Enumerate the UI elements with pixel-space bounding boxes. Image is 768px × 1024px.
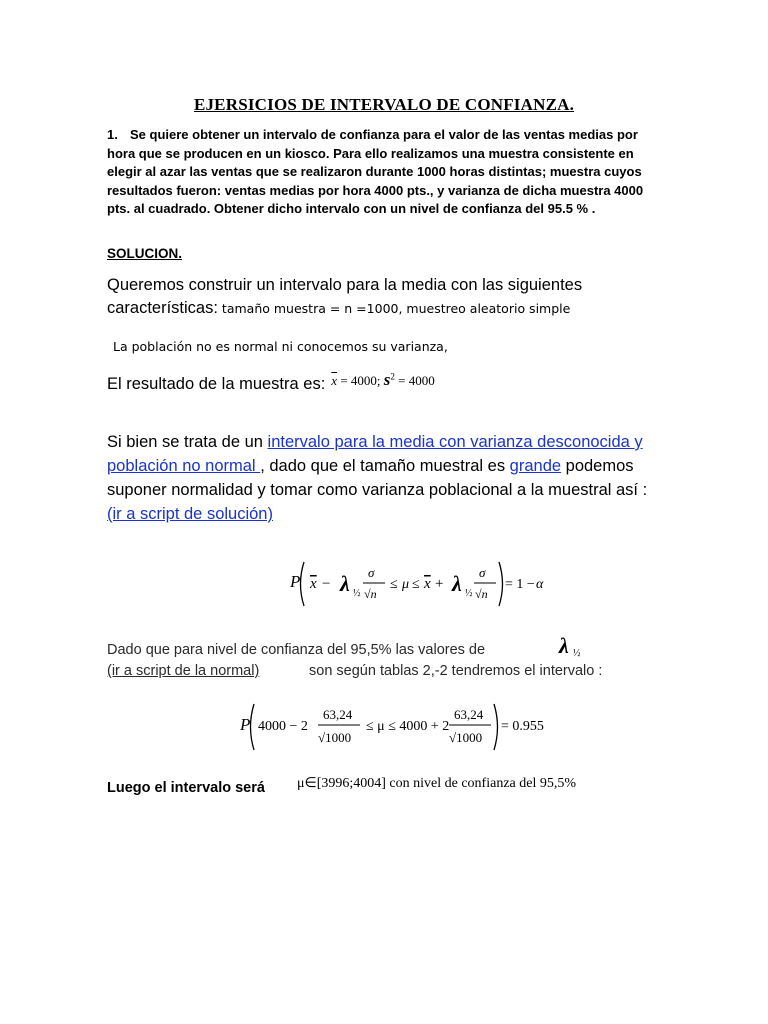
formula1-sqrt-n-2: √n	[475, 587, 488, 601]
formula1-mu: μ	[402, 577, 410, 592]
link-grande[interactable]: grande	[509, 457, 562, 475]
problem-statement	[107, 126, 667, 219]
sample-result	[107, 370, 435, 394]
formula2-P: P	[240, 715, 251, 734]
xbar-value: = 4000;	[340, 373, 381, 388]
formula1-right-paren	[499, 562, 503, 606]
formula1-equals: = 1 −	[505, 577, 535, 592]
s2-value: = 4000	[398, 373, 435, 388]
conclusion-formula: μ∈[3996;4004] con nivel de confianza del 95,5%	[297, 776, 577, 791]
solution-heading: SOLUCION.	[107, 246, 183, 261]
link-interval-mean[interactable]: intervalo para la media con varianza desconocida y población no normal	[107, 433, 643, 475]
lambda-half-symbol	[557, 630, 597, 660]
paragraph-text-2: , dado que el tamaño muestral es	[260, 457, 510, 475]
formula1-alpha: α	[536, 577, 544, 592]
lambda-subscript: ½	[573, 648, 581, 659]
link-solution-script[interactable]: (ir a script de solución)	[107, 505, 273, 523]
intro-line-2	[107, 299, 570, 318]
problem-text: Se quiere obtener un intervalo de confianza para el valor de las ventas medias por hora que se producen en un kiosco. Para ello realizamos una muestra consistente en elegir al azar las ventas que se realizaron durante 1000 horas distintas; muestra cuyos resultados fueron: ventas medias por hora 4000 pts., y varianza de dicha muestra 4000 pts. al cuadrado. Obtener dicho intervalo con un nivel de confianza del 95.5 % .	[107, 127, 644, 216]
formula2-middle: ≤ μ ≤ 4000 + 2	[366, 719, 450, 734]
formula1-le-1: ≤	[390, 577, 398, 592]
formula1-sqrt-n: √n	[364, 587, 377, 601]
formula1-lambda-sub: ½	[353, 588, 361, 599]
formula1-xbar-2: x	[424, 576, 431, 592]
formula-interval-general	[290, 556, 550, 612]
lambda-symbol: λ	[559, 633, 569, 658]
intro-sample-details: tamaño muestra = n =1000, muestreo aleatorio simple	[217, 301, 571, 316]
normal-values-text-1: Dado que para nivel de confianza del 95,5% las valores de	[107, 642, 486, 658]
formula2-num-2: 63,24	[454, 707, 484, 722]
s-symbol: s	[383, 370, 391, 389]
formula1-sigma-2: σ	[479, 565, 486, 580]
formula2-right-paren	[494, 704, 498, 750]
formula-interval-numeric	[240, 700, 560, 756]
link-normal-script[interactable]: (ir a script de la normal)	[107, 663, 260, 679]
formula2-num-1: 63,24	[323, 707, 353, 722]
intro-characteristics: características:	[107, 299, 218, 317]
formula2-left-paren	[251, 704, 255, 750]
xbar-symbol: $\overline{x}$	[331, 373, 338, 388]
problem-number: 1.	[107, 127, 118, 142]
sample-result-formula	[331, 370, 435, 389]
formula1-minus: −	[322, 576, 331, 592]
conclusion-label: Luego el intervalo será	[107, 780, 265, 796]
formula1-left-paren	[301, 562, 305, 606]
formula1-plus: +	[435, 576, 444, 592]
formula2-left: 4000 − 2	[258, 719, 308, 734]
formula2-den-2: √1000	[449, 730, 483, 745]
formula1-lambda-2: λ	[452, 571, 462, 596]
paragraph-text-3: podemos suponer normalidad y tomar como varianza poblacional a la muestral así :	[107, 457, 648, 499]
formula2-right: = 0.955	[501, 719, 544, 734]
population-note: La población no es normal ni conocemos su varianza,	[113, 339, 448, 354]
normal-values-text-2: son según tablas 2,-2 tendremos el intervalo :	[309, 663, 603, 679]
sample-result-label: El resultado de la muestra es:	[107, 375, 326, 393]
page-title: EJERSICIOS DE INTERVALO DE CONFIANZA.	[193, 95, 575, 114]
formula1-sigma: σ	[368, 565, 375, 580]
intro-line-1: Queremos construir un intervalo para la media con las siguientes	[107, 276, 583, 294]
formula1-le-2: ≤	[412, 577, 420, 592]
methodology-paragraph	[107, 430, 667, 526]
formula1-P: P	[290, 572, 301, 591]
s-exponent: 2	[390, 371, 395, 382]
formula2-den-1: √1000	[318, 730, 352, 745]
paragraph-text-1: Si bien se trata de un	[107, 433, 268, 451]
formula1-lambda-sub-2: ½	[465, 588, 473, 599]
formula1-lambda: λ	[340, 571, 350, 596]
formula1-xbar: x	[310, 576, 317, 592]
